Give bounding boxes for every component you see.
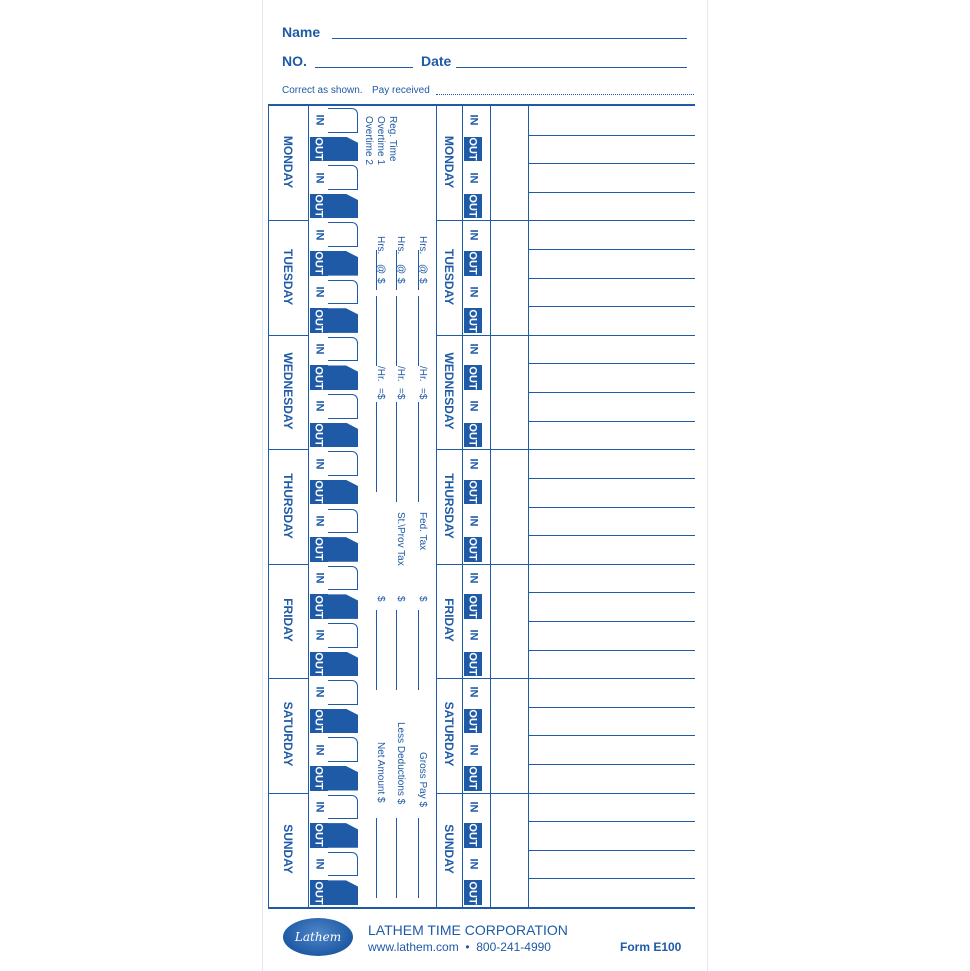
right-punch-out[interactable]: OUT — [464, 537, 482, 562]
right-punch-out[interactable]: OUT — [464, 365, 482, 390]
pay-blank-line[interactable] — [376, 402, 377, 492]
pay-blank-line[interactable] — [396, 818, 397, 898]
right-day-separator — [436, 449, 695, 450]
center-divider — [436, 106, 437, 907]
left-day-wednesday: WEDNESDAY — [281, 352, 295, 430]
pay-blank-line[interactable] — [376, 296, 377, 366]
contact-line — [368, 940, 551, 954]
left-punch-tab — [328, 795, 358, 820]
right-punch-out[interactable]: OUT — [464, 480, 482, 505]
notes-line[interactable] — [528, 507, 695, 508]
pay-blank-line[interactable] — [418, 296, 419, 366]
right-punch-out[interactable]: OUT — [464, 423, 482, 448]
ot1-per-hr-label: /Hr. — [395, 366, 406, 382]
left-punch-out[interactable]: OUT — [310, 251, 328, 276]
left-punch-out[interactable]: OUT — [310, 594, 328, 619]
name-field-line[interactable] — [332, 38, 687, 39]
notes-line[interactable] — [528, 650, 695, 651]
right-day-divider — [462, 106, 463, 907]
ot2-at-label: @ — [375, 264, 386, 275]
right-day-separator — [436, 678, 695, 679]
right-day-separator — [436, 793, 695, 794]
left-punch-tab — [328, 394, 358, 419]
form-number: Form E100 — [620, 940, 682, 954]
left-day-separator — [268, 678, 308, 679]
ot2-hrs-label: Hrs. — [375, 236, 386, 255]
left-day-separator — [268, 335, 308, 336]
reg-at-label: @ — [417, 264, 428, 275]
reg-dollar-label: $ — [417, 278, 428, 284]
notes-line[interactable] — [528, 850, 695, 851]
left-punch-in[interactable]: IN — [310, 509, 328, 534]
right-punch-in[interactable]: IN — [464, 566, 482, 591]
left-punch-in[interactable]: IN — [310, 451, 328, 476]
right-punch-in[interactable]: IN — [464, 165, 482, 190]
right-punch-in[interactable]: IN — [464, 280, 482, 305]
left-punch-in[interactable]: IN — [310, 852, 328, 877]
notes-line[interactable] — [528, 878, 695, 879]
phone-number: 800-241-4990 — [476, 940, 551, 954]
right-punch-in[interactable]: IN — [464, 680, 482, 705]
signature-dotted-line[interactable] — [436, 94, 694, 95]
left-punch-tab — [328, 222, 358, 247]
left-punch-out[interactable]: OUT — [310, 194, 328, 219]
notes-line[interactable] — [528, 621, 695, 622]
left-day-thursday: THURSDAY — [281, 472, 295, 539]
left-punch-out[interactable]: OUT — [310, 423, 328, 448]
header-divider — [268, 104, 695, 106]
right-punch-in[interactable]: IN — [464, 852, 482, 877]
left-punch-out[interactable]: OUT — [310, 308, 328, 333]
left-punch-in[interactable]: IN — [310, 280, 328, 305]
right-punch-in[interactable]: IN — [464, 795, 482, 820]
left-punch-tab — [328, 680, 358, 705]
right-punch-out[interactable]: OUT — [464, 766, 482, 791]
reg-equals-label: =$ — [417, 388, 428, 400]
left-day-separator — [268, 220, 308, 221]
right-punch-in[interactable]: IN — [464, 509, 482, 534]
right-punch-in[interactable]: IN — [464, 623, 482, 648]
right-day-separator — [436, 220, 695, 221]
right-punch-out[interactable]: OUT — [464, 652, 482, 677]
pay-blank-line[interactable] — [396, 296, 397, 366]
other-dollar: $ — [375, 596, 386, 602]
left-punch-out[interactable]: OUT — [310, 709, 328, 734]
overtime-1-label: Overtime 1 — [375, 116, 386, 165]
company-name: LATHEM TIME CORPORATION — [368, 922, 568, 938]
left-day-divider — [308, 106, 309, 907]
ot2-per-hr-label: /Hr. — [375, 366, 386, 382]
website-link[interactable]: www.lathem.com — [368, 940, 459, 954]
state-tax-label: St.\Prov Tax — [395, 512, 406, 566]
gross-pay-label: Gross Pay $ — [417, 752, 428, 808]
ot1-equals-label: =$ — [395, 388, 406, 400]
date-label: Date — [421, 53, 452, 69]
left-punch-tab — [328, 451, 358, 476]
reg-hrs-label: Hrs. — [417, 236, 428, 255]
left-day-separator — [268, 793, 308, 794]
notes-line[interactable] — [528, 421, 695, 422]
left-punch-in[interactable]: IN — [310, 795, 328, 820]
right-punch-in[interactable]: IN — [464, 222, 482, 247]
right-punch-in[interactable]: IN — [464, 737, 482, 762]
left-punch-tab — [328, 165, 358, 190]
reg-per-hr-label: /Hr. — [417, 366, 428, 382]
notes-line[interactable] — [528, 135, 695, 136]
left-punch-in[interactable]: IN — [310, 680, 328, 705]
ot1-at-label: @ — [395, 264, 406, 275]
left-punch-out[interactable]: OUT — [310, 880, 328, 905]
less-deductions-label: Less Deductions $ — [395, 722, 406, 805]
pay-blank-line[interactable] — [418, 818, 419, 898]
date-field-line[interactable] — [456, 67, 687, 68]
left-punch-in[interactable]: IN — [310, 737, 328, 762]
right-punch-out[interactable]: OUT — [464, 251, 482, 276]
number-label: NO. — [282, 53, 307, 69]
left-day-separator — [268, 449, 308, 450]
logo-text: Lathem — [294, 930, 342, 944]
left-punch-in[interactable]: IN — [310, 337, 328, 362]
grid-left-border — [268, 106, 269, 907]
left-punch-tab — [328, 108, 358, 133]
overtime-2-label: Overtime 2 — [363, 116, 374, 165]
right-day-sunday: SUNDAY — [442, 823, 456, 874]
fed-tax-dollar: $ — [417, 596, 428, 602]
pay-blank-line[interactable] — [376, 818, 377, 898]
number-field-line[interactable] — [315, 67, 413, 68]
right-day-thursday: THURSDAY — [442, 472, 456, 539]
left-punch-out[interactable]: OUT — [310, 652, 328, 677]
left-punch-tab — [328, 280, 358, 305]
right-punch-out[interactable]: OUT — [464, 308, 482, 333]
right-day-separator — [436, 335, 695, 336]
left-punch-in[interactable]: IN — [310, 222, 328, 247]
right-punch-out[interactable]: OUT — [464, 194, 482, 219]
separator-bullet: • — [465, 940, 470, 954]
right-punch-out[interactable]: OUT — [464, 880, 482, 905]
pay-blank-line[interactable] — [376, 610, 377, 690]
notes-line[interactable] — [528, 392, 695, 393]
notes-line[interactable] — [528, 821, 695, 822]
notes-line[interactable] — [528, 535, 695, 536]
left-punch-in[interactable]: IN — [310, 623, 328, 648]
right-punch-out[interactable]: OUT — [464, 823, 482, 848]
left-day-sunday: SUNDAY — [281, 823, 295, 874]
pay-blank-line[interactable] — [418, 610, 419, 690]
left-day-friday: FRIDAY — [281, 598, 295, 642]
fed-tax-label: Fed. Tax — [417, 512, 428, 551]
left-punch-out[interactable]: OUT — [310, 365, 328, 390]
left-punch-in[interactable]: IN — [310, 108, 328, 133]
pay-blank-line[interactable] — [396, 402, 397, 502]
right-punch-out[interactable]: OUT — [464, 709, 482, 734]
left-punch-tab — [328, 509, 358, 534]
right-punch-divider — [490, 106, 491, 907]
left-punch-in[interactable]: IN — [310, 394, 328, 419]
ot1-dollar-label: $ — [395, 278, 406, 284]
right-day-tuesday: TUESDAY — [442, 248, 456, 305]
pay-received-label: Pay received — [372, 85, 430, 96]
left-punch-out[interactable]: OUT — [310, 480, 328, 505]
left-day-tuesday: TUESDAY — [281, 248, 295, 305]
left-punch-tab — [328, 852, 358, 877]
left-day-saturday: SATURDAY — [281, 702, 295, 767]
reg-time-label: Reg. Time — [387, 116, 398, 162]
ot1-hrs-label: Hrs. — [395, 236, 406, 255]
notes-line[interactable] — [528, 278, 695, 279]
right-day-wednesday: WEDNESDAY — [442, 352, 456, 430]
notes-line[interactable] — [528, 249, 695, 250]
right-day-friday: FRIDAY — [442, 598, 456, 642]
left-punch-in[interactable]: IN — [310, 165, 328, 190]
right-day-saturday: SATURDAY — [442, 702, 456, 767]
right-punch-in[interactable]: IN — [464, 108, 482, 133]
notes-line[interactable] — [528, 192, 695, 193]
notes-line[interactable] — [528, 163, 695, 164]
notes-line[interactable] — [528, 478, 695, 479]
left-day-separator — [268, 564, 308, 565]
left-day-monday: MONDAY — [281, 136, 295, 189]
left-punch-in[interactable]: IN — [310, 566, 328, 591]
right-punch-in[interactable]: IN — [464, 451, 482, 476]
notes-line[interactable] — [528, 306, 695, 307]
notes-line[interactable] — [528, 363, 695, 364]
left-punch-tab — [328, 566, 358, 591]
pay-blank-line[interactable] — [418, 402, 419, 502]
left-punch-tab — [328, 737, 358, 762]
right-punch-out[interactable]: OUT — [464, 594, 482, 619]
left-punch-tab — [328, 623, 358, 648]
notes-line[interactable] — [528, 735, 695, 736]
right-day-separator — [436, 564, 695, 565]
correct-label: Correct as shown. — [282, 85, 363, 96]
footer-divider — [268, 907, 695, 909]
right-punch-out[interactable]: OUT — [464, 137, 482, 162]
pay-blank-line[interactable] — [396, 610, 397, 690]
ot2-equals-label: =$ — [375, 388, 386, 400]
right-punch-in[interactable]: IN — [464, 394, 482, 419]
left-punch-out[interactable]: OUT — [310, 823, 328, 848]
right-day-monday: MONDAY — [442, 136, 456, 189]
right-punch-in[interactable]: IN — [464, 337, 482, 362]
left-punch-out[interactable]: OUT — [310, 537, 328, 562]
net-amount-label: Net Amount $ — [375, 742, 386, 803]
left-punch-out[interactable]: OUT — [310, 137, 328, 162]
lathem-logo — [283, 918, 353, 956]
notes-line[interactable] — [528, 592, 695, 593]
left-punch-out[interactable]: OUT — [310, 766, 328, 791]
state-tax-dollar: $ — [395, 596, 406, 602]
notes-line[interactable] — [528, 707, 695, 708]
name-label: Name — [282, 24, 321, 40]
left-punch-tab — [328, 337, 358, 362]
notes-line[interactable] — [528, 764, 695, 765]
ot2-dollar-label: $ — [375, 278, 386, 284]
